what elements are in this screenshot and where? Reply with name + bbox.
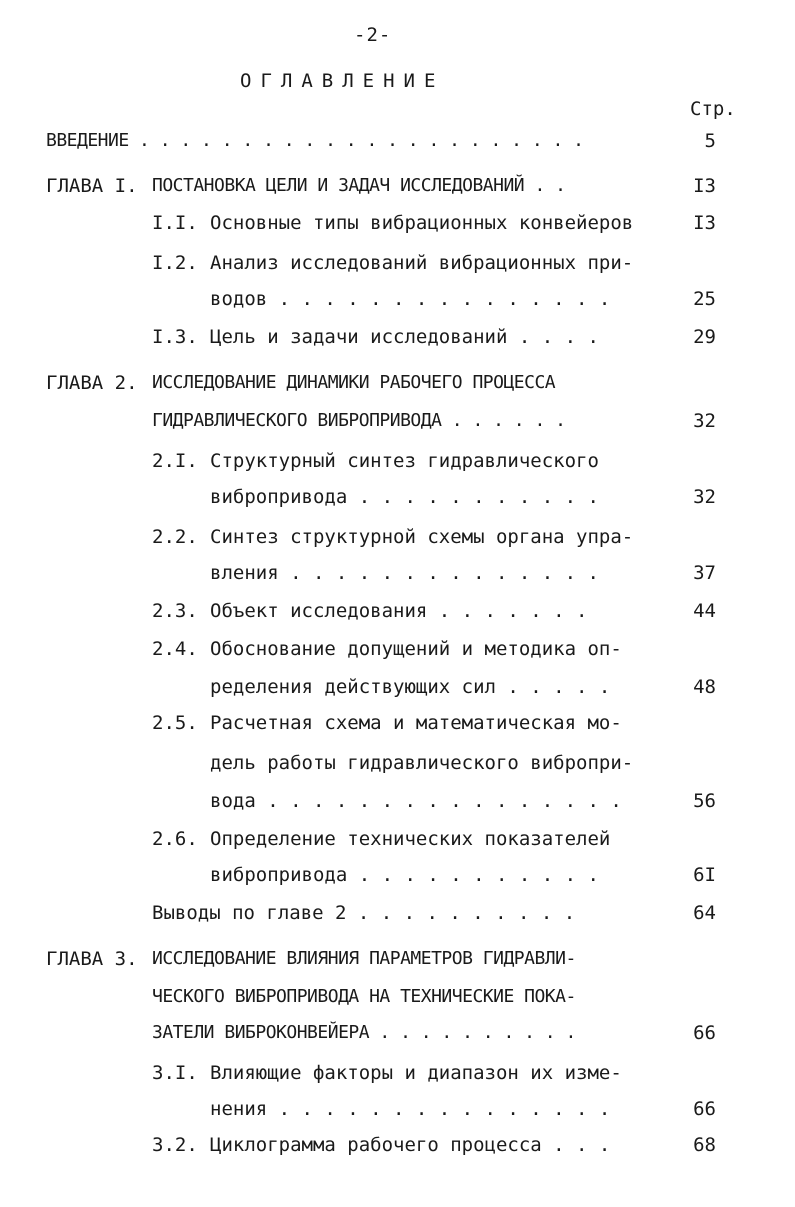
toc-entry-page: I3	[693, 212, 716, 234]
toc-entry-text: Выводы по главе 2 . . . . . . . . . .	[152, 902, 576, 924]
toc-entry-2-6-cont	[0, 864, 795, 894]
toc-entry-prefix: 2.6.	[152, 828, 198, 850]
toc-entry-page: 5	[704, 130, 716, 152]
toc-entry-page: I3	[693, 175, 716, 197]
toc-entry-text: Анализ исследований вибрационных при-	[210, 252, 634, 274]
toc-entry-text: Обоснование допущений и методика оп-	[210, 638, 622, 660]
toc-entry-3-2	[0, 1134, 795, 1164]
toc-entry-prefix: 2.5.	[152, 712, 198, 734]
toc-entry-text: ИССЛЕДОВАНИЕ ВЛИЯНИЯ ПАРАМЕТРОВ ГИДРАВЛИ-	[152, 948, 576, 969]
toc-entry-text: вибропривода . . . . . . . . . . .	[210, 486, 599, 508]
toc-entry-text: вибропривода . . . . . . . . . . .	[210, 864, 599, 886]
toc-entry-prefix: 2.3.	[152, 600, 198, 622]
toc-entry-text: Цель и задачи исследований . . . .	[210, 326, 599, 348]
toc-entry-page: 64	[693, 902, 716, 924]
toc-entry-chapter-2	[0, 372, 795, 402]
toc-entry-2-2-cont	[0, 562, 795, 592]
toc-entry-text: ЗАТЕЛИ ВИБРОКОНВЕЙЕРА . . . . . . . . . .	[152, 1022, 576, 1043]
toc-entry-prefix: 2.2.	[152, 526, 198, 548]
toc-entry-page: 68	[693, 1134, 716, 1156]
toc-entry-prefix: 3.2.	[152, 1134, 198, 1156]
toc-entry-2-4	[0, 638, 795, 668]
toc-entry-page: 66	[693, 1098, 716, 1120]
toc-entry-prefix: ГЛАВА 2.	[46, 372, 138, 394]
toc-entry-text: Основные типы вибрационных конвейеров	[210, 212, 634, 234]
toc-entry-page: 6I	[693, 864, 716, 886]
toc-entry-chapter-3-cont2	[0, 1022, 795, 1052]
toc-entry-page: 66	[693, 1022, 716, 1044]
toc-entry-text: Объект исследования . . . . . . .	[210, 600, 588, 622]
toc-entry-2-5-cont2	[0, 790, 795, 820]
toc-entry-prefix: ГЛАВА I.	[46, 175, 138, 197]
toc-entry-3-1	[0, 1062, 795, 1092]
page-title: ОГЛАВЛЕНИЕ	[240, 70, 445, 92]
page-number: -2-	[354, 24, 392, 46]
toc-entry-text: Структурный синтез гидравлического	[210, 450, 599, 472]
toc-entry-prefix: I.I.	[152, 212, 198, 234]
toc-entry-page: 48	[693, 676, 716, 698]
toc-entry-text: Синтез структурной схемы органа упра-	[210, 526, 634, 548]
toc-entry-2-6	[0, 828, 795, 858]
toc-entry-text: ИССЛЕДОВАНИЕ ДИНАМИКИ РАБОЧЕГО ПРОЦЕССА	[152, 372, 556, 393]
toc-entry-prefix: 3.I.	[152, 1062, 198, 1084]
toc-entry-2-1	[0, 450, 795, 480]
toc-entry-text: Циклограмма рабочего процесса . . .	[210, 1134, 611, 1156]
toc-entry-chapter-2-cont	[0, 410, 795, 440]
page-column-header: Стр.	[690, 98, 736, 120]
toc-entry-text: дель работы гидравлического вибропри-	[210, 752, 634, 774]
toc-entry-page: 32	[693, 410, 716, 432]
toc-entry-text: Расчетная схема и математическая мо-	[210, 712, 622, 734]
toc-entry-page: 25	[693, 288, 716, 310]
toc-entry-text: ГИДРАВЛИЧЕСКОГО ВИБРОПРИВОДА . . . . . .	[152, 410, 566, 431]
toc-entry-page: 29	[693, 326, 716, 348]
toc-entry-2-5-cont	[0, 752, 795, 782]
toc-entry-text: ВВЕДЕНИЕ . . . . . . . . . . . . . . . . . . . . . .	[46, 130, 584, 151]
toc-entry-page: 32	[693, 486, 716, 508]
toc-entry-text: водов . . . . . . . . . . . . . . .	[210, 288, 611, 310]
toc-entry-prefix: ГЛАВА 3.	[46, 948, 138, 970]
toc-entry-intro	[0, 130, 795, 160]
toc-entry-chapter-3	[0, 948, 795, 978]
toc-entry-1-3	[0, 326, 795, 356]
toc-entry-1-1	[0, 212, 795, 242]
toc-entry-text: Определение технических показателей	[210, 828, 611, 850]
toc-entry-conclusions-2	[0, 902, 795, 932]
toc-entry-text: ПОСТАНОВКА ЦЕЛИ И ЗАДАЧ ИССЛЕДОВАНИЙ . .	[152, 175, 566, 196]
toc-entry-2-5	[0, 712, 795, 742]
toc-entry-text: нения . . . . . . . . . . . . . . .	[210, 1098, 611, 1120]
toc-entry-page: 37	[693, 562, 716, 584]
toc-entry-text: Влияющие факторы и диапазон их изме-	[210, 1062, 622, 1084]
toc-entry-2-1-cont	[0, 486, 795, 516]
toc-entry-2-2	[0, 526, 795, 556]
toc-entry-text: вода . . . . . . . . . . . . . . . .	[210, 790, 622, 812]
toc-entry-prefix: I.3.	[152, 326, 198, 348]
toc-entry-text: ределения действующих сил . . . . .	[210, 676, 611, 698]
toc-entry-prefix: 2.I.	[152, 450, 198, 472]
toc-entry-page: 56	[693, 790, 716, 812]
toc-entry-text: ЧЕСКОГО ВИБРОПРИВОДА НА ТЕХНИЧЕСКИЕ ПОКА-	[152, 986, 576, 1007]
toc-entry-2-4-cont	[0, 676, 795, 706]
toc-entry-prefix: 2.4.	[152, 638, 198, 660]
toc-entry-1-2-cont	[0, 288, 795, 318]
toc-entry-3-1-cont	[0, 1098, 795, 1128]
toc-entry-1-2	[0, 252, 795, 282]
toc-entry-chapter-3-cont	[0, 986, 795, 1016]
toc-entry-page: 44	[693, 600, 716, 622]
toc-entry-chapter-1	[0, 175, 795, 205]
toc-entry-prefix: I.2.	[152, 252, 198, 274]
toc-entry-text: вления . . . . . . . . . . . . . .	[210, 562, 599, 584]
toc-entry-2-3	[0, 600, 795, 630]
